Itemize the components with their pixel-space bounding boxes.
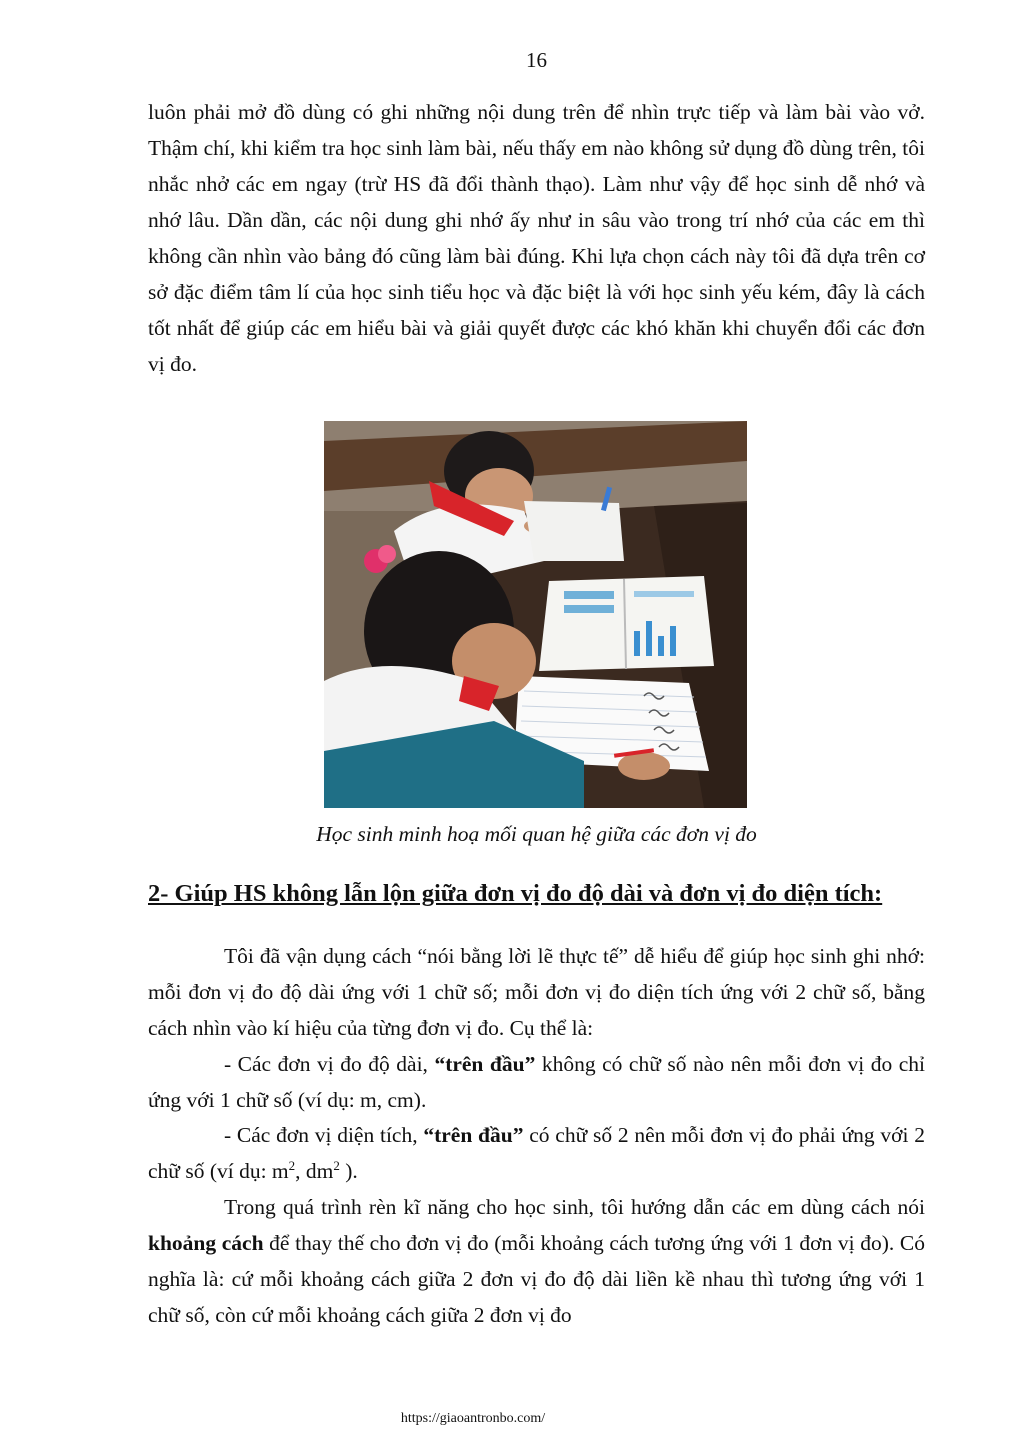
section-heading: 2- Giúp HS không lẫn lộn giữa đơn vị đo độ dài và đơn vị đo diện tích: [148, 880, 883, 907]
bullet1-suffix: không có chữ số nào nên mỗi đơn vị đo chỉ ứng với 1 chữ số (ví dụ: m, cm). [148, 1052, 925, 1112]
bullet-area-units [148, 1117, 925, 1189]
paragraph5-prefix: Trong quá trình rèn kĩ năng cho học sinh, tôi hướng dẫn các em dùng cách nói [224, 1195, 925, 1219]
bullet2-sup1: 2 [288, 1157, 296, 1173]
classroom-photo [324, 421, 747, 808]
paragraph-intro: luôn phải mở đồ dùng có ghi những nội dung trên để nhìn trực tiếp và làm bài vào vở. Thậm chí, khi kiểm tra học sinh làm bài, nếu thấy em nào không sử dụng đồ dùng trên, tôi nhắc nhở các em ngay (trừ HS đã đổi thành thạo). Làm như vậy để học sinh dễ nhớ và nhớ lâu. Dần dần, các nội dung ghi nhớ ấy như in sâu vào trong trí nhớ của các em thì không cần nhìn vào bảng đó cũng làm bài đúng. Khi lựa chọn cách này tôi đã dựa trên cơ sở đặc điểm tâm lí của học sinh tiểu học và đặc biệt là với học sinh yếu kém, đây là cách tốt nhất để giúp các em hiểu bài và giải quyết được các khó khăn khi chuyển đổi các đơn vị đo. [148, 100, 925, 376]
bullet-length-units [148, 1046, 925, 1118]
paragraph-distance-method [148, 1189, 925, 1333]
bullet1-prefix: - Các đơn vị đo độ dài, [224, 1052, 435, 1076]
footer-url: https://giaoantronbo.com/ [400, 1411, 546, 1426]
bullet2-middle: có chữ số 2 nên mỗi đơn vị đo phải ứng với 2 chữ số (ví dụ: m [148, 1123, 925, 1183]
bullet1-bold: “trên đầu” [434, 1052, 536, 1076]
paragraph5-bold: khoảng cách [148, 1231, 264, 1255]
photo-caption: Học sinh minh hoạ mối quan hệ giữa các đơn vị đo [316, 822, 757, 846]
bullet2-middle2: , dm [295, 1159, 334, 1183]
paragraph-method: Tôi đã vận dụng cách “nói bằng lời lẽ thực tế” dễ hiểu để giúp học sinh ghi nhớ: mỗi đơn vị đo độ dài ứng với 1 chữ số; mỗi đơn vị đo diện tích ứng với 2 chữ số, bằng cách nhìn vào kí hiệu của từng đơn vị đo. Cụ thể là: [148, 944, 925, 1040]
bullet2-prefix: - Các đơn vị diện tích, [224, 1123, 424, 1147]
bullet2-sup2: 2 [333, 1157, 340, 1173]
paragraph5-suffix: để thay thế cho đơn vị đo (mỗi khoảng cách tương ứng với 1 đơn vị đo). Có nghĩa là: cứ mỗi khoảng cách giữa 2 đơn vị đo độ dài liền kề nhau thì tương ứng với 1 chữ số, còn cứ mỗi khoảng cách giữa 2 đơn vị đo [148, 1231, 925, 1327]
bullet2-bold: “trên đầu” [423, 1123, 524, 1147]
page-number: 16 [526, 48, 547, 72]
bullet2-suffix: ). [339, 1159, 358, 1183]
